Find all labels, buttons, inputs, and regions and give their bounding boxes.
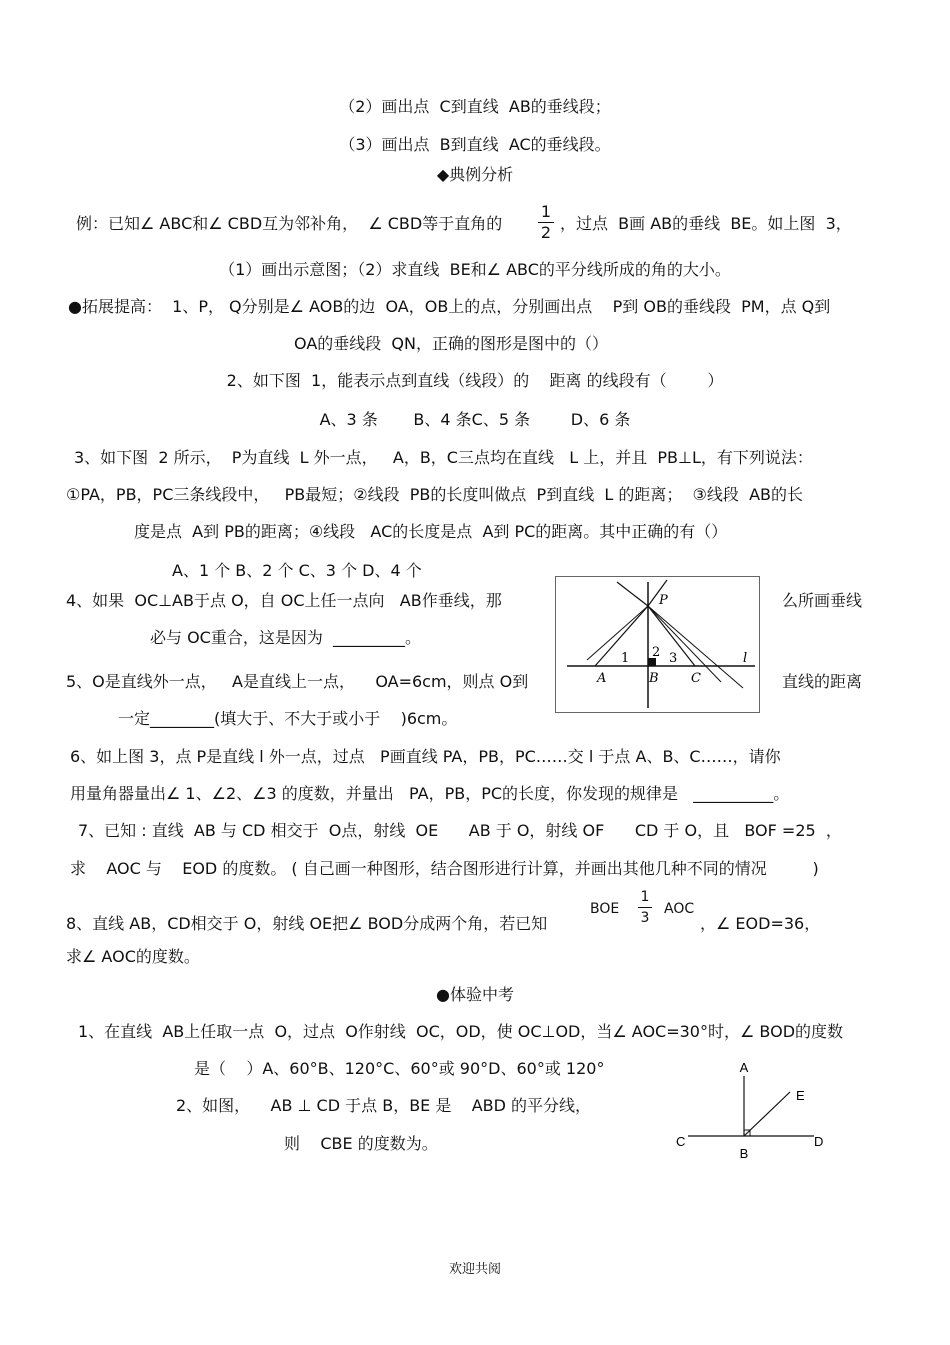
text-line: 8、直线 AB，CD相交于 O，射线 OE把∠ BOD分成两个角，若已知 (66, 914, 548, 933)
figure-label: C (691, 671, 701, 686)
text-line: 2、如下图 1，能表示点到直线（线段）的 距离 的线段有（ ） (226, 371, 724, 390)
text-line: 么所画垂线 (782, 591, 863, 610)
figure-label: 2 (652, 645, 661, 660)
text-line: 例：已知∠ ABC和∠ CBD互为邻补角， ∠ CBD等于直角的 (76, 214, 503, 233)
text-line: A、3 条 B、4 条C、5 条 D、6 条 (319, 410, 631, 429)
figure-label: B (649, 671, 659, 686)
text-line: 是（ ）A、60°B、120°C、60°或 90°D、60°或 120° (194, 1059, 605, 1078)
fraction-denominator: 3 (640, 910, 650, 926)
figure-label: l (743, 651, 748, 666)
text-line: 5、O是直线外一点， A是直线上一点， OA=6cm，则点 O到 (66, 672, 529, 691)
text-line: 求∠ AOC的度数。 (66, 947, 200, 966)
fraction-half (538, 203, 554, 242)
text-line: A、1 个 B、2 个 C、3 个 D、4 个 (172, 561, 422, 580)
figure-label: A (597, 671, 607, 686)
figure-label: 3 (669, 651, 678, 666)
fraction-bar (638, 907, 652, 908)
text-line: 6、如上图 3，点 P是直线 l 外一点，过点 P画直线 PA，PB，PC……交 l 于点 A、B、C……，请你 (70, 747, 781, 766)
text-line: 必与 OC重合，这是因为 _________。 (150, 628, 422, 647)
figure-right-angle-bisector (668, 1056, 838, 1166)
text-line: （1）画出示意图；（2）求直线 BE和∠ ABC的平分线所成的角的大小。 (219, 260, 731, 279)
figure-label: C (676, 1134, 686, 1149)
text-line: ●拓展提高： 1、P， Q分别是∠ AOB的边 OA，OB上的点，分别画出点 P到 OB的垂线段 PM，点 Q到 (68, 297, 831, 316)
fraction-denominator: 2 (540, 223, 552, 242)
figure-label: D (814, 1134, 824, 1149)
text-line: ，∠ EOD=36， (700, 914, 821, 933)
formula-term: BOE (590, 901, 620, 917)
text-line: 4、如果 OC⊥AB于点 O，自 OC上任一点向 AB作垂线，那 (66, 591, 502, 610)
text-line: 7、已知 : 直线 AB 与 CD 相交于 O点，射线 OE AB 于 O，射线 OF CD 于 O，且 BOF =25 ， (78, 821, 842, 840)
page-footer: 欢迎共阅 (448, 1262, 501, 1277)
text-line: ，过点 B画 AB的垂线 BE。如上图 3， (560, 214, 852, 233)
text-line: 求 AOC 与 EOD 的度数。 ( 自己画一种图形，结合图形进行计算，并画出其他几种不同的情况 ) (70, 859, 819, 878)
text-line: ①PA，PB，PC三条线段中， PB最短；②线段 PB的长度叫做点 P到直线 L 的距离； ③线段 AB的长 (66, 485, 803, 504)
text-line: 度是点 A到 PB的距离；④线段 AC的长度是点 A到 PC的距离。其中正确的有（） (134, 522, 728, 541)
text-line: 1、在直线 AB上任取一点 O，过点 O作射线 OC，OD，使 OC⊥OD，当∠ AOC=30°时，∠ BOD的度数 (78, 1022, 844, 1041)
text-line: 3、如下图 2 所示， P为直线 L 外一点， A，B，C三点均在直线 L 上，并且 PB⊥L，有下列说法： (74, 448, 813, 467)
fraction-numerator: 1 (540, 202, 552, 221)
figure-perpendicular-lines (555, 576, 761, 714)
figure-label: 1 (621, 651, 630, 666)
text-line: 用量角器量出∠ 1、∠2、∠3 的度数，并量出 PA，PB，PC的长度，你发现的规律是 __________。 (70, 784, 790, 803)
text-line: （2）画出点 C到直线 AB的垂线段； (339, 97, 611, 116)
figure-label: E (796, 1088, 805, 1103)
figure-label: P (659, 593, 668, 608)
fraction-numerator: 1 (640, 889, 650, 905)
formula-term: AOC (664, 901, 695, 917)
text-line: 2、如图， AB ⊥ CD 于点 B，BE 是 ABD 的平分线， (176, 1096, 592, 1115)
section-heading: ◆典例分析 (436, 165, 514, 184)
text-line: OA的垂线段 QN，正确的图形是图中的（） (294, 334, 608, 353)
fraction-third (638, 888, 652, 927)
figure-label: B (739, 1146, 749, 1161)
text-line: 则 CBE 的度数为。 (284, 1134, 438, 1153)
text-line: （3）画出点 B到直线 AC的垂线段。 (339, 135, 611, 154)
text-line: 一定________(填大于、不大于或小于 )6cm。 (118, 709, 458, 728)
section-heading: ●体验中考 (436, 985, 514, 1004)
text-line: 直线的距离 (782, 672, 863, 691)
figure-label: A (739, 1060, 749, 1075)
